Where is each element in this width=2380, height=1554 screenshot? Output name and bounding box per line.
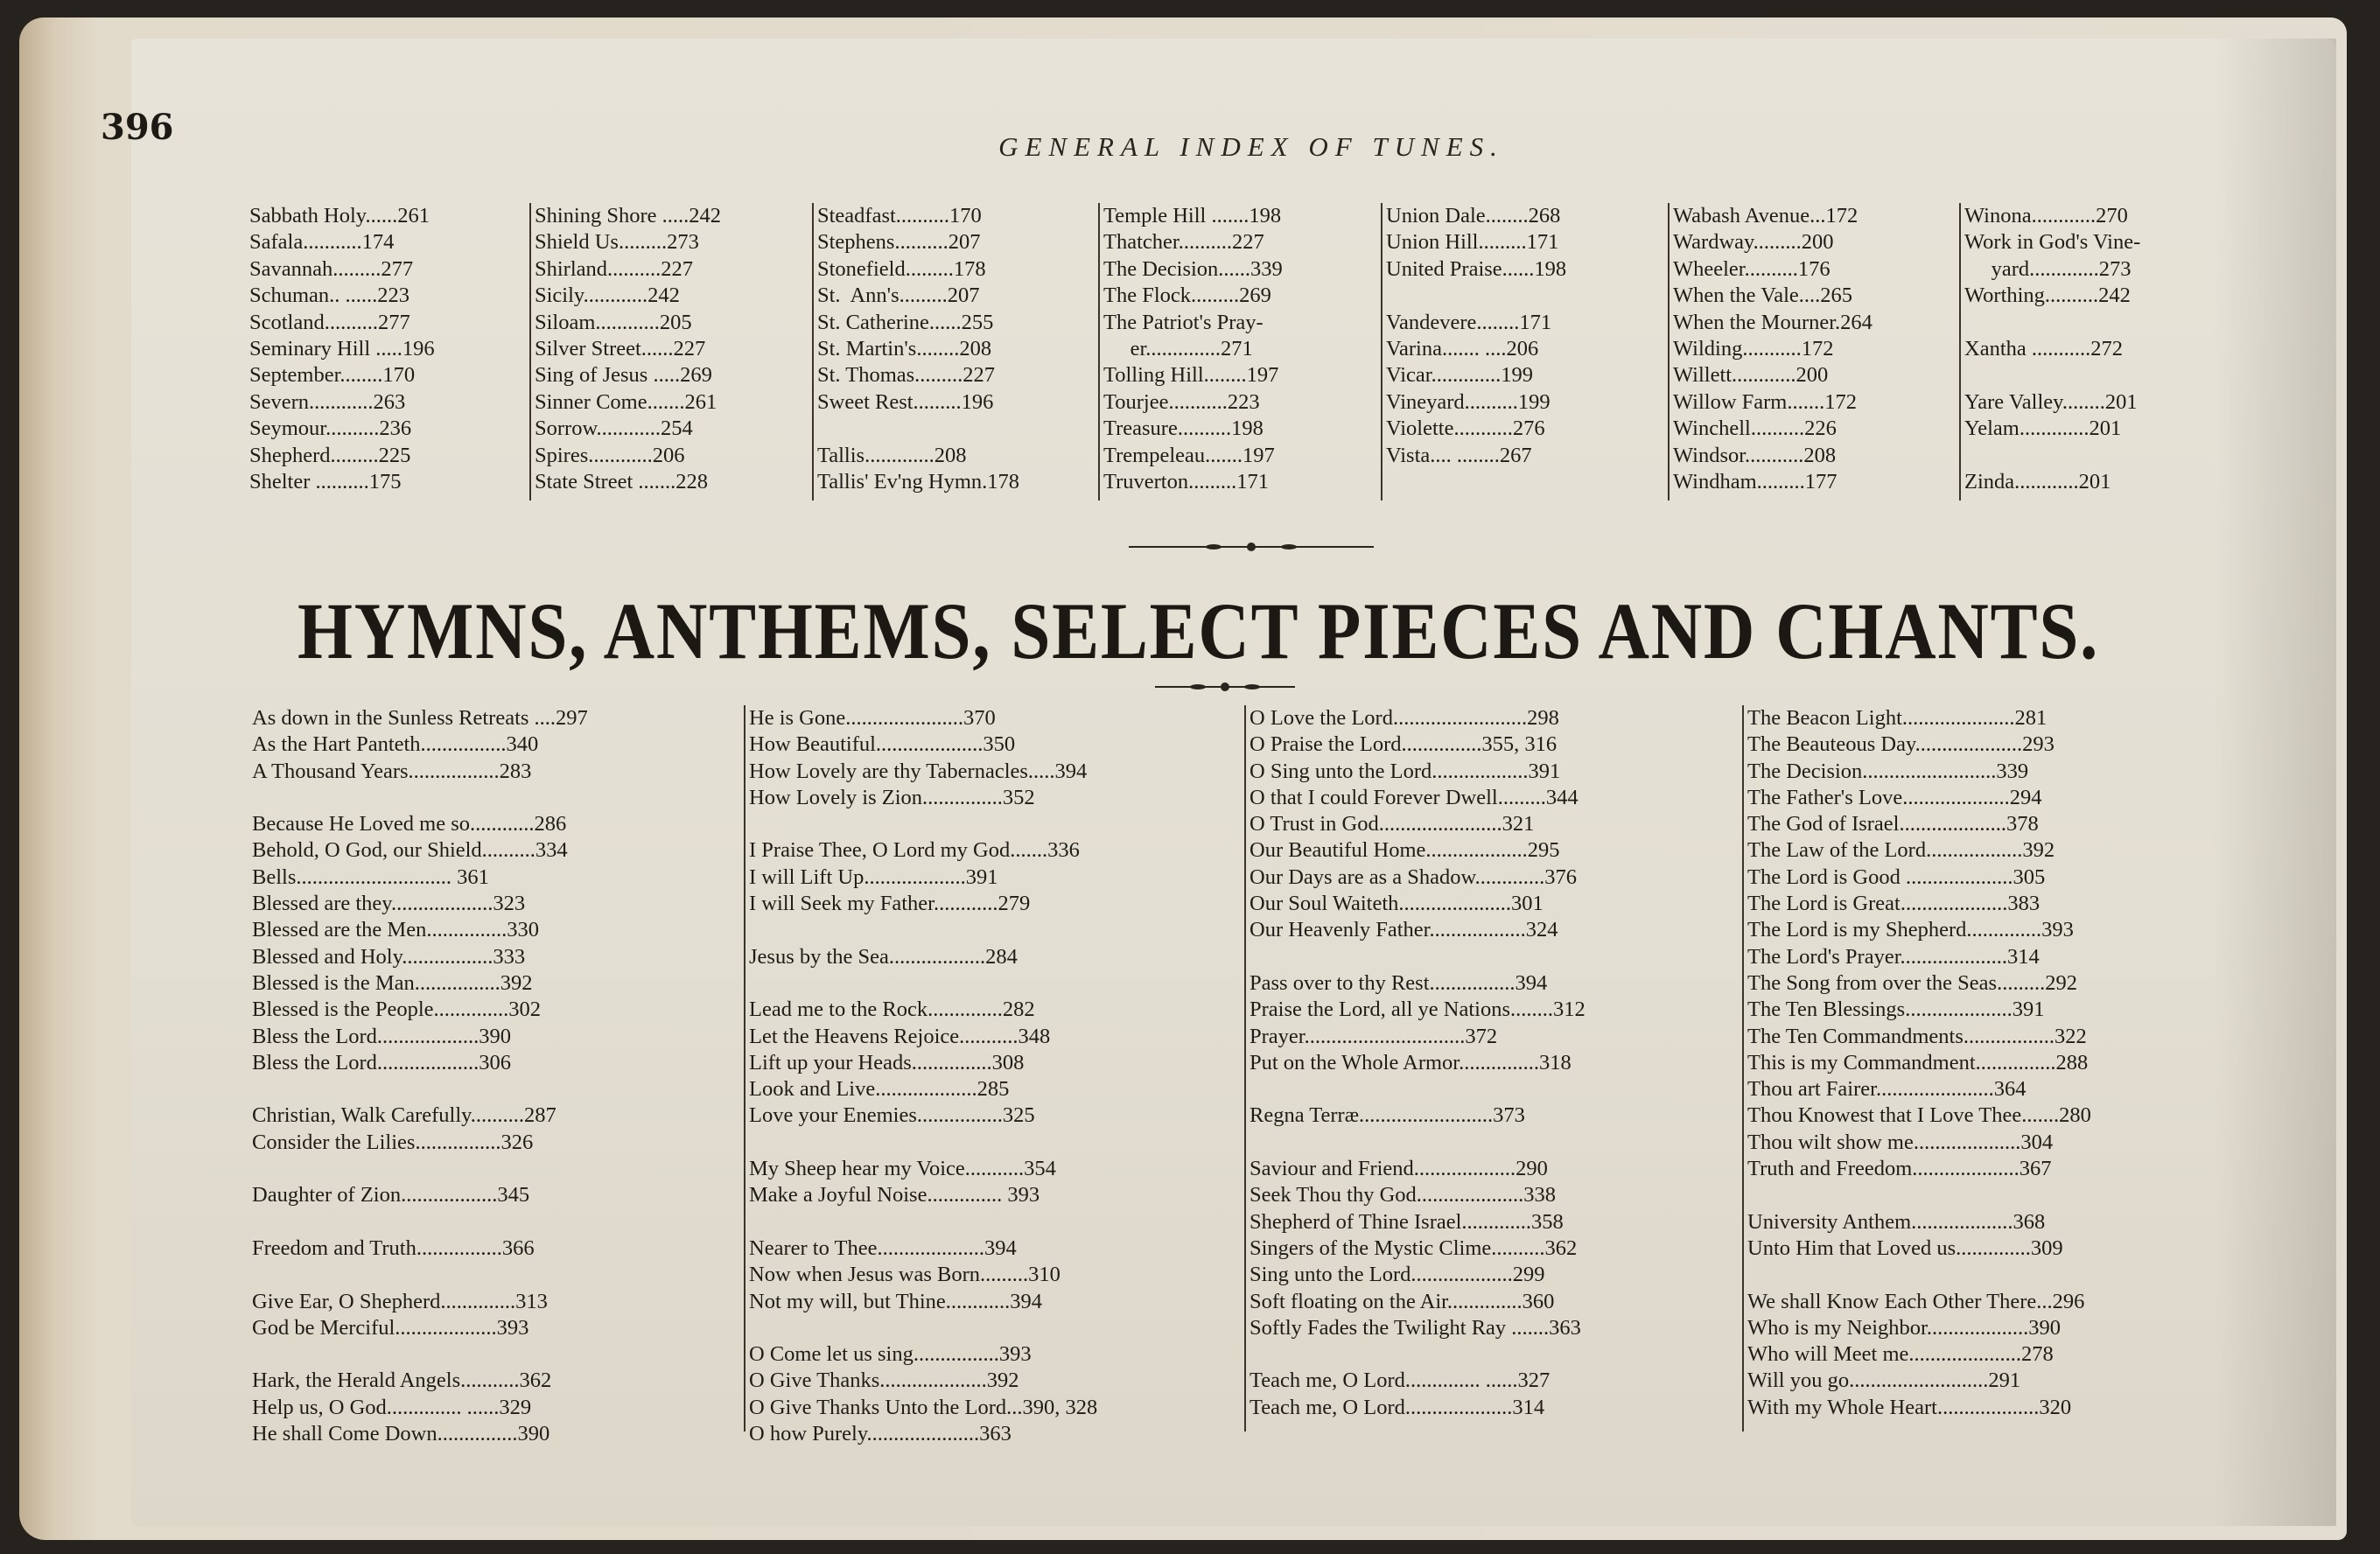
- index-entry: When the Mourner.264: [1673, 310, 1872, 334]
- index-spacer: [1964, 443, 2253, 469]
- index-entry: Stephens..........207: [817, 230, 981, 255]
- index-entry: Not my will, but Thine............394: [749, 1289, 1043, 1313]
- index-spacer: [1386, 469, 1666, 495]
- index-entry: Sweet Rest.........196: [817, 389, 994, 414]
- index-entry: Stonefield.........178: [817, 256, 986, 281]
- index-entry: Vandevere........171: [1386, 310, 1552, 334]
- index-entry: Schuman.. ......223: [249, 284, 410, 308]
- index-entry: Freedom and Truth................366: [252, 1236, 535, 1260]
- index-entry: Give Ear, O Shepherd..............313: [252, 1289, 548, 1313]
- tunes-column-4: [1098, 203, 1383, 500]
- index-entry: O Give Thanks....................392: [749, 1368, 1019, 1393]
- index-entry: Soft floating on the Air..............360: [1250, 1289, 1555, 1313]
- index-entry: Prayer..............................372: [1250, 1024, 1498, 1048]
- tunes-column-2: [529, 203, 811, 500]
- index-entry: He is Gone......................370: [749, 706, 996, 730]
- index-entry: Our Days are as a Shadow.............376: [1250, 864, 1577, 889]
- index-entry: Nearer to Thee....................394: [749, 1236, 1017, 1260]
- index-entry: Daughter of Zion..................345: [252, 1183, 530, 1208]
- index-entry: Bless the Lord...................306: [252, 1050, 512, 1074]
- index-spacer: [252, 1262, 742, 1288]
- index-entry: Xantha ...........272: [1964, 336, 2123, 360]
- index-entry: Love your Enemies................325: [749, 1103, 1035, 1128]
- index-entry: Praise the Lord, all ye Nations........312: [1250, 998, 1586, 1022]
- index-entry: The Law of the Lord..................392: [1747, 838, 2055, 863]
- index-entry: As the Hart Panteth................340: [252, 732, 539, 757]
- index-entry: The Lord is Great....................383: [1747, 892, 2040, 916]
- index-entry: The Lord is my Shepherd..............393: [1747, 918, 2074, 942]
- index-entry: I will Lift Up...................391: [749, 864, 998, 889]
- index-entry: He shall Come Down...............390: [252, 1422, 550, 1446]
- index-entry: Our Soul Waiteth.....................301: [1250, 892, 1544, 916]
- index-entry: Softly Fades the Twilight Ray .......363: [1250, 1315, 1581, 1340]
- index-entry: St. Ann's.........207: [817, 284, 980, 308]
- index-entry: Christian, Walk Carefully..........287: [252, 1103, 556, 1128]
- index-entry: Union Hill.........171: [1386, 230, 1559, 255]
- index-spacer: [1250, 1130, 1741, 1156]
- index-spacer: [252, 1341, 742, 1368]
- index-spacer: [1250, 944, 1741, 970]
- index-entry: Teach me, O Lord.............. ......327: [1250, 1368, 1550, 1393]
- index-entry: Wilding...........172: [1673, 336, 1834, 360]
- index-spacer: [749, 1130, 1241, 1156]
- index-entry: Thatcher..........227: [1103, 230, 1264, 255]
- index-spacer: [749, 917, 1241, 943]
- index-entry: Sorrow............254: [535, 416, 693, 441]
- index-entry: Severn............263: [249, 389, 406, 414]
- index-entry: yard.............273: [1964, 256, 2132, 281]
- index-entry: Look and Live...................285: [749, 1077, 1010, 1102]
- tunes-column-5: [1381, 203, 1666, 500]
- index-entry: Tallis' Ev'ng Hymn.178: [817, 469, 1020, 494]
- hymns-index: [252, 705, 2256, 1446]
- index-spacer: [749, 811, 1241, 837]
- index-entry: The Ten Commandments.................322: [1747, 1024, 2087, 1048]
- index-spacer: [749, 970, 1241, 997]
- index-entry: O how Purely.....................363: [749, 1422, 1012, 1446]
- index-entry: Union Dale........268: [1386, 204, 1561, 228]
- index-spacer: [1386, 283, 1666, 309]
- index-entry: Pass over to thy Rest................394: [1250, 970, 1548, 995]
- index-entry: Thou Knowest that I Love Thee.......280: [1747, 1103, 2091, 1128]
- index-entry: Shepherd.........225: [249, 443, 411, 467]
- index-entry: The Beauteous Day....................293: [1747, 732, 2054, 757]
- index-entry: Our Beautiful Home...................295: [1250, 838, 1560, 863]
- index-spacer: [252, 1076, 742, 1102]
- index-entry: O Come let us sing................393: [749, 1342, 1032, 1367]
- index-entry: Savannah.........277: [249, 256, 414, 281]
- index-entry: O Trust in God.......................321: [1250, 812, 1535, 836]
- hymns-column-4: [1742, 705, 2250, 1432]
- ornament-bottom: [1155, 681, 1295, 693]
- index-entry: Our Heavenly Father..................324: [1250, 918, 1558, 942]
- index-entry: University Anthem...................368: [1747, 1209, 2046, 1234]
- index-entry: I will Seek my Father............279: [749, 892, 1031, 916]
- index-entry: As down in the Sunless Retreats ....297: [252, 706, 588, 730]
- index-spacer: [1964, 362, 2253, 388]
- index-entry: Now when Jesus was Born.........310: [749, 1263, 1060, 1287]
- index-entry: Truth and Freedom....................367: [1747, 1157, 2052, 1181]
- index-entry: Vista.... ........267: [1386, 443, 1532, 467]
- index-entry: Tallis.............208: [817, 443, 967, 467]
- index-entry: United Praise......198: [1386, 256, 1567, 281]
- index-entry: Spires............206: [535, 443, 685, 467]
- index-entry: Consider the Lilies................326: [252, 1130, 534, 1154]
- index-entry: Bless the Lord...................390: [252, 1024, 512, 1048]
- tunes-column-6: [1668, 203, 1955, 500]
- index-entry: When the Vale....265: [1673, 284, 1853, 308]
- index-entry: er..............271: [1103, 336, 1253, 360]
- index-entry: Windsor...........208: [1673, 443, 1837, 467]
- index-entry: O Praise the Lord...............355, 316: [1250, 732, 1558, 757]
- index-entry: Teach me, O Lord....................314: [1250, 1395, 1545, 1419]
- index-spacer: [1747, 1182, 2250, 1208]
- index-entry: The Lord is Good ....................305: [1747, 864, 2046, 889]
- hymns-column-3: [1244, 705, 1741, 1432]
- index-entry: Yelam.............201: [1964, 416, 2122, 441]
- index-entry: Blessed are the Men...............330: [252, 918, 539, 942]
- index-entry: We shall Know Each Other There...296: [1747, 1289, 2085, 1313]
- index-entry: O Sing unto the Lord..................391: [1250, 759, 1561, 783]
- index-entry: Wheeler..........176: [1673, 256, 1830, 281]
- index-entry: O that I could Forever Dwell.........344: [1250, 785, 1578, 809]
- index-entry: Violette...........276: [1386, 416, 1545, 441]
- index-entry: Jesus by the Sea..................284: [749, 944, 1018, 969]
- index-entry: Seminary Hill .....196: [249, 336, 435, 360]
- index-entry: With my Whole Heart...................320: [1747, 1395, 2072, 1419]
- index-entry: My Sheep hear my Voice...........354: [749, 1157, 1056, 1181]
- index-entry: The Patriot's Pray-: [1103, 310, 1264, 334]
- index-entry: How Lovely are thy Tabernacles.....394: [749, 759, 1088, 783]
- index-entry: Seymour..........236: [249, 416, 412, 441]
- index-entry: Zinda............201: [1964, 469, 2111, 494]
- index-entry: The Song from over the Seas.........292: [1747, 970, 2077, 995]
- index-entry: The Beacon Light.....................281: [1747, 706, 2048, 730]
- index-entry: O Love the Lord.........................298: [1250, 706, 1559, 730]
- index-entry: The God of Israel....................378: [1747, 812, 2039, 836]
- index-entry: Thou wilt show me....................304: [1747, 1130, 2054, 1154]
- index-spacer: [1250, 1341, 1741, 1368]
- index-entry: Thou art Fairer......................364: [1747, 1077, 2026, 1102]
- index-entry: Vicar.............199: [1386, 363, 1533, 388]
- index-entry: Who is my Neighbor...................390: [1747, 1315, 2061, 1340]
- index-entry: Truverton.........171: [1103, 469, 1269, 494]
- index-spacer: [749, 1209, 1241, 1236]
- index-entry: Silver Street......227: [535, 336, 706, 360]
- index-entry: Bells............................. 361: [252, 864, 489, 889]
- index-entry: Willow Farm.......172: [1673, 389, 1857, 414]
- index-spacer: [252, 785, 742, 811]
- index-entry: Singers of the Mystic Clime..........362: [1250, 1236, 1578, 1260]
- index-entry: Blessed and Holy.................333: [252, 944, 526, 969]
- index-entry: St. Thomas.........227: [817, 363, 996, 388]
- index-entry: Blessed is the People..............302: [252, 998, 542, 1022]
- index-entry: Lead me to the Rock..............282: [749, 998, 1035, 1022]
- index-entry: Work in God's Vine-: [1964, 230, 2141, 255]
- index-entry: Temple Hill .......198: [1103, 204, 1282, 228]
- index-entry: The Lord's Prayer....................314: [1747, 944, 2040, 969]
- index-entry: Blessed are they...................323: [252, 892, 526, 916]
- index-entry: Worthing..........242: [1964, 284, 2131, 308]
- index-entry: O Give Thanks Unto the Lord...390, 328: [749, 1395, 1098, 1419]
- section-heading: HYMNS, ANTHEMS, SELECT PIECES AND CHANTS.: [298, 586, 2100, 676]
- index-entry: Wabash Avenue...172: [1673, 204, 1858, 228]
- index-entry: Shelter ..........175: [249, 469, 402, 494]
- index-entry: Winchell..........226: [1673, 416, 1837, 441]
- hymns-column-2: [744, 705, 1241, 1446]
- index-entry: September........170: [249, 363, 416, 388]
- tunes-column-3: [812, 203, 1096, 500]
- index-entry: Shield Us.........273: [535, 230, 699, 255]
- tunes-column-7: [1959, 203, 2253, 500]
- index-entry: Sinner Come.......261: [535, 389, 718, 414]
- index-entry: Wardway.........200: [1673, 230, 1834, 255]
- index-entry: Put on the Whole Armor...............318: [1250, 1050, 1572, 1074]
- tunes-index: [249, 203, 2271, 500]
- index-entry: Willett............200: [1673, 363, 1829, 388]
- index-entry: I Praise Thee, O Lord my God.......336: [749, 838, 1080, 863]
- index-entry: Yare Valley........201: [1964, 389, 2138, 414]
- page-number: 396: [101, 107, 174, 148]
- index-entry: Vineyard..........199: [1386, 389, 1550, 414]
- index-entry: Safala...........174: [249, 230, 395, 255]
- index-entry: Siloam............205: [535, 310, 692, 334]
- index-entry: Seek Thou thy God....................338: [1250, 1183, 1557, 1208]
- index-entry: Because He Loved me so............286: [252, 812, 567, 836]
- index-entry: Winona............270: [1964, 204, 2128, 228]
- index-entry: How Beautiful....................350: [749, 732, 1016, 757]
- index-entry: The Father's Love....................294: [1747, 785, 2042, 809]
- index-entry: Tourjee...........223: [1103, 389, 1260, 414]
- index-entry: Let the Heavens Rejoice...........348: [749, 1024, 1051, 1048]
- tunes-column-1: [249, 203, 528, 500]
- index-entry: Blessed is the Man................392: [252, 970, 533, 995]
- ornament-top: [1129, 541, 1374, 553]
- index-entry: Who will Meet me.....................278: [1747, 1342, 2054, 1367]
- index-entry: This is my Commandment...............288: [1747, 1050, 2089, 1074]
- index-spacer: [1250, 1076, 1741, 1102]
- index-entry: The Decision.........................339: [1747, 759, 2029, 783]
- index-spacer: [749, 1315, 1241, 1341]
- index-entry: God be Merciful...................393: [252, 1315, 529, 1340]
- index-entry: State Street .......228: [535, 469, 709, 494]
- index-entry: The Decision......339: [1103, 256, 1283, 281]
- index-entry: Scotland..........277: [249, 310, 410, 334]
- index-spacer: [817, 416, 1096, 442]
- index-entry: Trempeleau.......197: [1103, 443, 1275, 467]
- index-entry: Sicily............242: [535, 284, 680, 308]
- index-entry: St. Martin's........208: [817, 336, 992, 360]
- index-spacer: [252, 1156, 742, 1182]
- index-entry: Will you go..........................291: [1747, 1368, 2021, 1393]
- index-entry: Shirland..........227: [535, 256, 694, 281]
- index-entry: Regna Terræ.........................373: [1250, 1103, 1525, 1128]
- index-entry: Shining Shore .....242: [535, 204, 722, 228]
- hymns-column-1: [252, 705, 742, 1446]
- index-entry: The Flock.........269: [1103, 284, 1271, 308]
- running-title: GENERAL INDEX OF TUNES.: [998, 131, 1504, 162]
- index-spacer: [1964, 310, 2253, 336]
- index-entry: Behold, O God, our Shield..........334: [252, 838, 568, 863]
- index-entry: Sing of Jesus .....269: [535, 363, 712, 388]
- index-entry: Hark, the Herald Angels...........362: [252, 1368, 552, 1393]
- index-entry: Tolling Hill........197: [1103, 363, 1279, 388]
- index-entry: Windham.........177: [1673, 469, 1838, 494]
- index-entry: Lift up your Heads...............308: [749, 1050, 1025, 1074]
- index-spacer: [1747, 1262, 2250, 1288]
- index-entry: Saviour and Friend...................290: [1250, 1157, 1548, 1181]
- index-entry: Sabbath Holy......261: [249, 204, 430, 228]
- index-spacer: [252, 1209, 742, 1236]
- index-entry: Sing unto the Lord...................299: [1250, 1263, 1545, 1287]
- index-entry: Make a Joyful Noise.............. 393: [749, 1183, 1040, 1208]
- index-entry: Unto Him that Loved us..............309: [1747, 1236, 2063, 1260]
- index-entry: Shepherd of Thine Israel.............358: [1250, 1209, 1564, 1234]
- index-entry: A Thousand Years.................283: [252, 759, 532, 783]
- index-entry: Help us, O God.............. ......329: [252, 1395, 532, 1419]
- index-entry: Varina....... ....206: [1386, 336, 1539, 360]
- index-entry: Steadfast..........170: [817, 204, 982, 228]
- index-entry: St. Catherine......255: [817, 310, 994, 334]
- index-entry: How Lovely is Zion...............352: [749, 785, 1035, 809]
- index-entry: The Ten Blessings....................391: [1747, 998, 2045, 1022]
- index-entry: Treasure..........198: [1103, 416, 1264, 441]
